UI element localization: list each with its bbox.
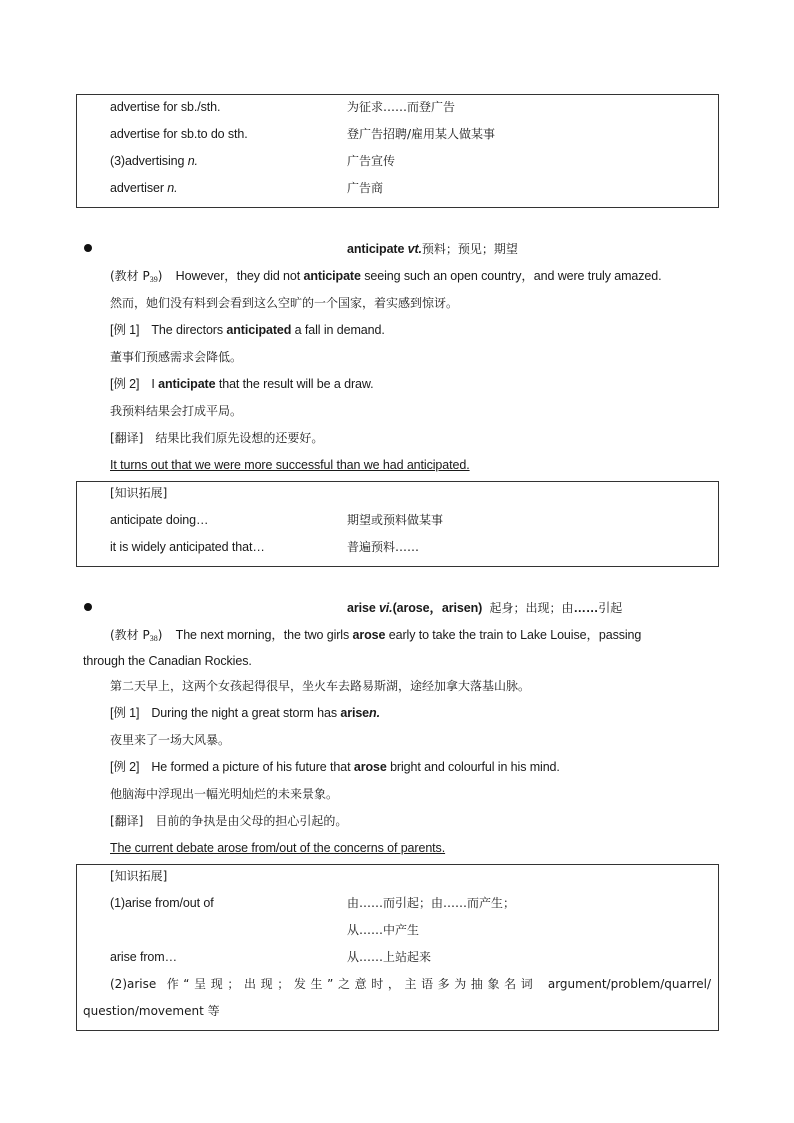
headword-arise: arise vi.(arose，arisen) 起身；出现；由……引起	[347, 601, 623, 615]
usage-note-cont: question/movement 等	[83, 1004, 220, 1018]
source-sentence: (教材 $P_{39}$) However，they did not anticipate seeing such an open country，and were truly amazed.	[110, 269, 662, 284]
usage-cn: 广告商	[347, 181, 384, 195]
usage-cn: 普遍预料……	[347, 540, 420, 554]
example-2-cn: 我预料结果会打成平局。	[110, 404, 243, 418]
example-1-cn: 董事们预感需求会降低。	[110, 350, 243, 364]
example-1: [例 1] During the night a great storm has arisen.	[110, 706, 380, 720]
usage-en: (1)arise from/out of	[110, 896, 214, 910]
usage-cn: 由……而引起；由……而产生；	[347, 896, 516, 910]
source-sentence-cn: 第二天早上，这两个女孩起得很早，坐火车去路易斯湖，途经加拿大落基山脉。	[110, 679, 531, 693]
usage-cn: 广告宣传	[347, 154, 396, 168]
bullet-icon	[84, 603, 92, 611]
example-2-cn: 他脑海中浮现出一幅光明灿烂的未来景象。	[110, 787, 339, 801]
usage-cn: 登广告招聘/雇用某人做某事	[347, 127, 496, 141]
usage-note: (2)arise 作“呈现；出现；发生”之意时，主语多为抽象名词 argument/problem/quarrel/	[110, 977, 711, 991]
translation-prompt: [翻译] 目前的争执是由父母的担心引起的。	[110, 814, 348, 828]
example-2: [例 2] He formed a picture of his future that arose bright and colourful in his mind.	[110, 760, 560, 774]
translation-prompt: [翻译] 结果比我们原先设想的还要好。	[110, 431, 324, 445]
usage-en: advertise for sb.to do sth.	[110, 127, 248, 141]
usage-en: advertiser n.	[110, 181, 178, 195]
usage-cn: 期望或预料做某事	[347, 513, 444, 527]
bullet-icon	[84, 244, 92, 252]
source-sentence-cont: through the Canadian Rockies.	[83, 654, 252, 668]
usage-en: advertise for sb./sth.	[110, 100, 221, 114]
usage-cn: 从……上站起来	[347, 950, 432, 964]
source-sentence: (教材 $P_{38}$) The next morning，the two girls arose early to take the train to Lake Louise，passing	[110, 628, 642, 643]
usage-cn: 从……中产生	[347, 923, 420, 937]
usage-en: anticipate doing…	[110, 513, 209, 527]
example-1-cn: 夜里来了一场大风暴。	[110, 733, 231, 747]
knowledge-title: [知识拓展]	[110, 486, 168, 500]
usage-en: (3)advertising n.	[110, 154, 198, 168]
source-sentence-cn: 然而，她们没有料到会看到这么空旷的一个国家，着实感到惊讶。	[110, 296, 459, 310]
headword-anticipate: anticipate vt.预料；预见；期望	[347, 242, 518, 256]
example-1: [例 1] The directors anticipated a fall in demand.	[110, 323, 385, 337]
usage-cn: 为征求……而登广告	[347, 100, 456, 114]
example-2: [例 2] I anticipate that the result will be a draw.	[110, 377, 374, 391]
translation-answer: The current debate arose from/out of the concerns of parents.	[110, 841, 446, 855]
translation-answer: It turns out that we were more successful than we had anticipated.	[110, 458, 470, 472]
usage-en: arise from…	[110, 950, 177, 964]
usage-en: it is widely anticipated that…	[110, 540, 265, 554]
knowledge-title: [知识拓展]	[110, 869, 168, 883]
